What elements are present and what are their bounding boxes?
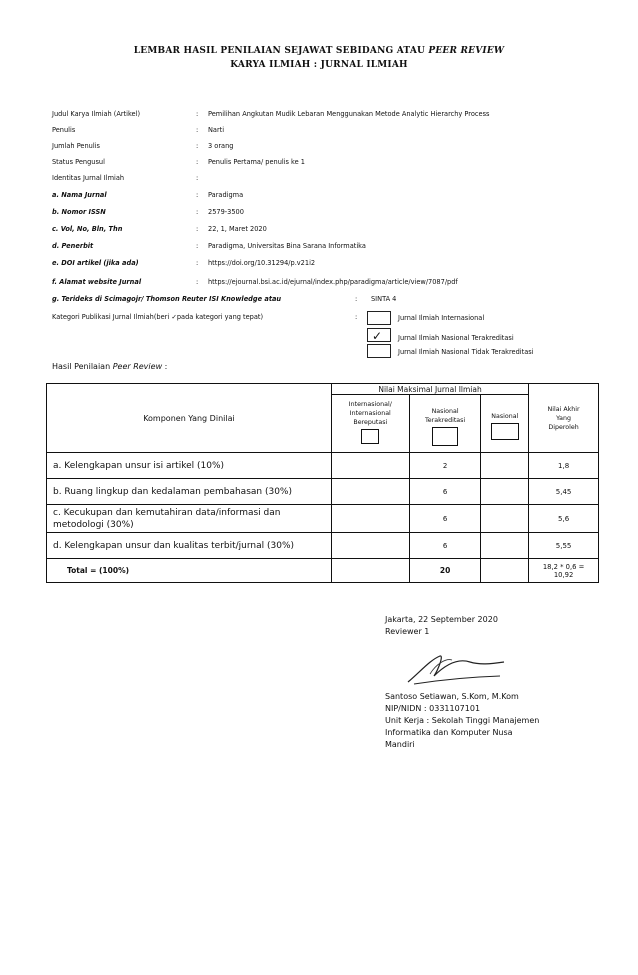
reviewer-name: Santoso Setiawan, S.Kom, M.Kom: [385, 692, 519, 701]
identity-colon: :: [196, 242, 199, 250]
identity-row: [52, 242, 622, 254]
identity-value: 3 orang: [208, 142, 234, 150]
document-title-line1: [0, 46, 638, 56]
identity-row: [52, 259, 622, 271]
identity-row: [52, 174, 622, 186]
document-title-line2: KARYA ILMIAH : JURNAL ILMIAH: [230, 60, 408, 70]
reviewer-nip: NIP/NIDN : 0331107101: [385, 704, 481, 713]
identity-value: Pemilihan Angkutan Mudik Lebaran Menggunakan Metode Analytic Hierarchy Process: [208, 110, 490, 118]
identity-value: Narti: [208, 126, 225, 134]
kategori-label: Kategori Publikasi Jurnal Ilmiah(beri ✓pada kategori yang tepat): [52, 313, 264, 321]
sign-place-date: Jakarta, 22 September 2020: [385, 615, 498, 624]
indexed-row: [52, 295, 622, 307]
identity-value: 22, 1, Maret 2020: [208, 225, 267, 233]
identity-label: Identitas Jurnal Ilmiah: [52, 174, 125, 182]
identity-value: https://ejournal.bsi.ac.id/ejurnal/index.php/paradigma/article/view/7087/pdf: [208, 278, 458, 286]
reviewer-unit-1: Unit Kerja : Sekolah Tinggi Manajemen: [385, 716, 540, 725]
nilai-akhir-header: [529, 384, 599, 453]
identity-colon: :: [196, 158, 199, 166]
table-row: [47, 505, 599, 533]
table-row: [47, 453, 599, 479]
identity-row: [52, 158, 622, 170]
komponen-cell: [47, 453, 332, 479]
nilai-akhir-header-text: Nilai Akhir Yang Diperoleh: [547, 405, 580, 431]
sign-role: Reviewer 1: [385, 627, 430, 636]
indexed-value: SINTA 4: [371, 295, 397, 303]
identity-label: Judul Karya Ilmiah (Artikel): [52, 110, 141, 118]
title-text-b: PEER REVIEW: [428, 46, 505, 56]
komponen-cell: [47, 533, 332, 559]
checkbox-col-internasional[interactable]: [361, 429, 379, 444]
akhir-cell: 1,8: [529, 453, 599, 479]
komponen-text: d. Kelengkapan unsur dan kualitas terbit/jurnal (30%): [53, 540, 295, 551]
col-internasional: [331, 395, 409, 453]
checkbox-internasional[interactable]: [367, 311, 391, 325]
kategori-colon: :: [355, 313, 358, 321]
col-nasional-terakreditasi: [409, 395, 481, 453]
checkbox-col-nasional[interactable]: [491, 423, 519, 440]
checkbox-col-nasional-terakreditasi[interactable]: [432, 427, 458, 446]
col-nasional-text: Nasional: [491, 413, 519, 420]
intl-cell: [331, 479, 409, 505]
komponen-cell: [47, 505, 332, 533]
total-intl-cell: [331, 559, 409, 583]
table-row: [47, 479, 599, 505]
title-text-a: LEMBAR HASIL PENILAIAN SEJAWAT SEBIDANG ATAU: [133, 46, 429, 56]
check-icon: ✓: [372, 329, 383, 343]
total-nas-cell: [481, 559, 529, 583]
identity-row: [52, 225, 622, 237]
nilai-table: [46, 383, 599, 583]
identity-label: b. Nomor ISSN: [52, 208, 106, 216]
max-cell: 6: [409, 533, 481, 559]
total-label: Total = (100%): [47, 559, 332, 583]
max-cell: 6: [409, 479, 481, 505]
total-max: 20: [409, 559, 481, 583]
identity-value: Penulis Pertama/ penulis ke 1: [208, 158, 305, 166]
identity-row: [52, 208, 622, 220]
identity-label: f. Alamat website Jurnal: [52, 278, 142, 286]
identity-value: Paradigma, Universitas Bina Sarana Informatika: [208, 242, 366, 250]
checkbox-nasional-tidak-terakreditasi[interactable]: [367, 344, 391, 358]
akhir-cell: 5,55: [529, 533, 599, 559]
identity-row: [52, 110, 622, 122]
col-nasional-terakreditasi-text: Nasional Terakreditasi: [425, 407, 466, 424]
identity-colon: :: [196, 259, 199, 267]
identity-row: [52, 126, 622, 138]
komponen-text: c. Kecukupan dan kemutahiran data/informasi dan metodologi (30%): [53, 507, 281, 530]
identity-row: [52, 191, 622, 203]
kategori-option-3: Jurnal Ilmiah Nasional Tidak Terakreditasi: [398, 348, 534, 356]
intl-cell: [331, 505, 409, 533]
hasil-text-c: :: [162, 362, 168, 371]
identity-colon: :: [196, 110, 199, 118]
table-row: [47, 533, 599, 559]
hasil-text-b: Peer Review: [112, 362, 163, 371]
nas-cell: [481, 453, 529, 479]
total-akhir-text: 18,2 * 0,6 = 10,92: [542, 562, 585, 579]
max-cell: 2: [409, 453, 481, 479]
identity-label: Jumlah Penulis: [52, 142, 100, 150]
identity-label: Penulis: [52, 126, 76, 134]
identity-colon: :: [196, 278, 199, 286]
identity-colon: :: [196, 142, 199, 150]
identity-label: d. Penerbit: [52, 242, 94, 250]
identity-row: [52, 278, 622, 290]
kategori-option-1: Jurnal Ilmiah Internasional: [398, 314, 485, 322]
indexed-colon: :: [355, 295, 358, 303]
identity-colon: :: [196, 126, 199, 134]
identity-colon: :: [196, 225, 199, 233]
total-row: [47, 559, 599, 583]
identity-value: 2579-3500: [208, 208, 244, 216]
col-internasional-text: Internasional/ Internasional Bereputasi: [348, 401, 392, 426]
identity-label: a. Nama Jurnal: [52, 191, 107, 199]
reviewer-unit-3: Mandiri: [385, 740, 415, 749]
komponen-cell: [47, 479, 332, 505]
identity-row: [52, 142, 622, 154]
nas-cell: [481, 505, 529, 533]
col-nasional: [481, 395, 529, 453]
max-cell: 6: [409, 505, 481, 533]
komponen-text: a. Kelengkapan unsur isi artikel (10%): [53, 460, 225, 471]
hasil-penilaian-label: [52, 362, 167, 371]
hasil-text-a: Hasil Penilaian: [52, 362, 113, 371]
identity-value: Paradigma: [208, 191, 244, 199]
akhir-cell: 5,6: [529, 505, 599, 533]
indexed-label: g. Terideks di Scimagojr/ Thomson Reuter ISI Knowledge atau: [52, 295, 282, 303]
komponen-text: b. Ruang lingkup dan kedalaman pembahasan (30%): [53, 486, 292, 497]
identity-colon: :: [196, 174, 199, 182]
total-akhir: [529, 559, 599, 583]
identity-label: c. Vol, No, Bln, Thn: [52, 225, 123, 233]
intl-cell: [331, 453, 409, 479]
signature-image: [400, 650, 510, 690]
akhir-cell: 5,45: [529, 479, 599, 505]
intl-cell: [331, 533, 409, 559]
nas-cell: [481, 533, 529, 559]
identity-label: e. DOI artikel (jika ada): [52, 259, 139, 267]
komponen-header: Komponen Yang Dinilai: [47, 384, 332, 453]
identity-label: Status Pengusul: [52, 158, 105, 166]
identity-colon: :: [196, 208, 199, 216]
reviewer-unit-2: Informatika dan Komputer Nusa: [385, 728, 513, 737]
identity-value: https://doi.org/10.31294/p.v21i2: [208, 259, 316, 267]
identity-colon: :: [196, 191, 199, 199]
nilai-max-header: Nilai Maksimal Jurnal Ilmiah: [331, 384, 528, 395]
kategori-option-2: Jurnal Ilmiah Nasional Terakreditasi: [398, 334, 514, 342]
nas-cell: [481, 479, 529, 505]
